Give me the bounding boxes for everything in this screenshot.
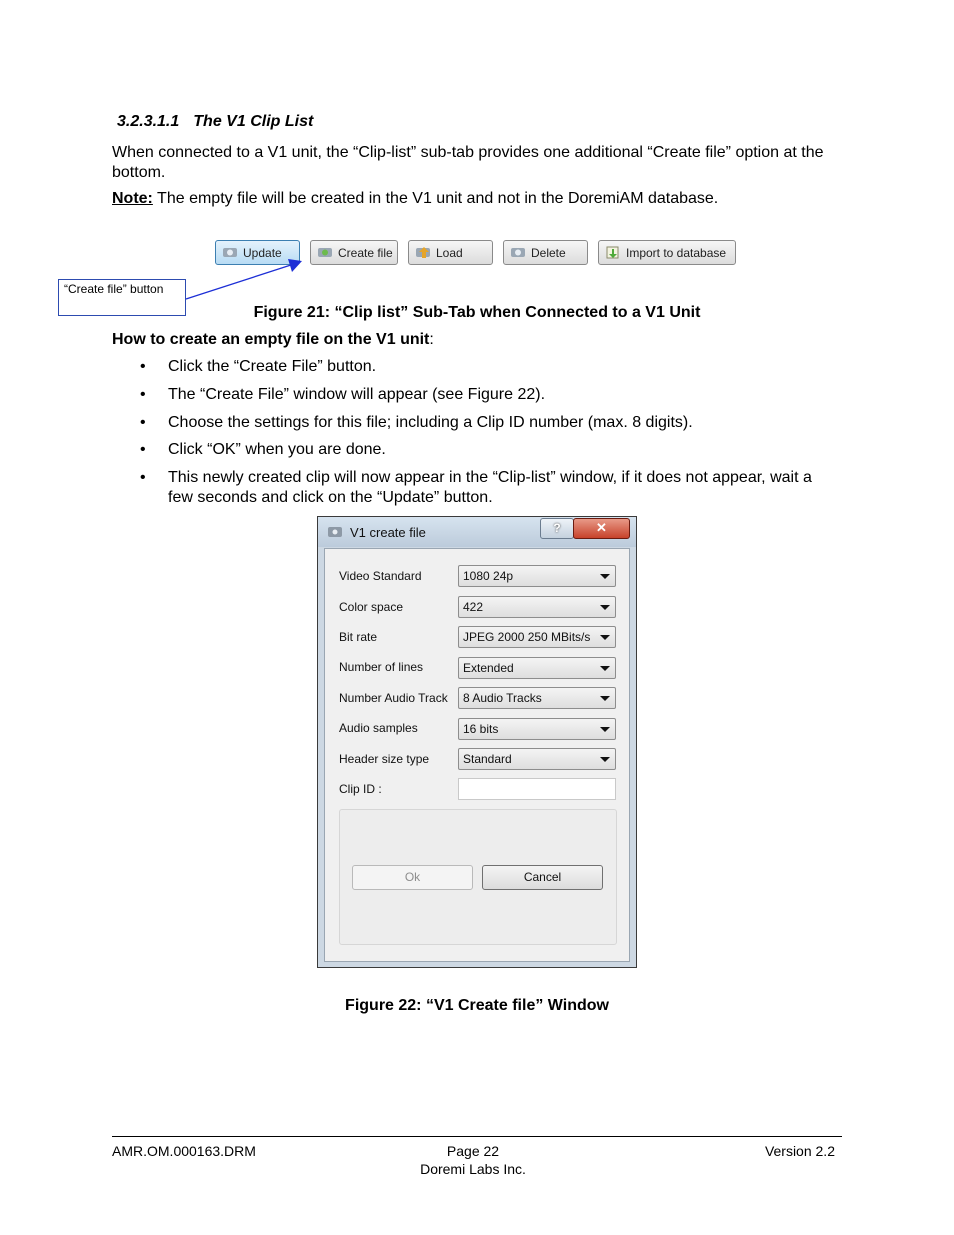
v1-create-file-dialog [317,516,637,968]
list-item [140,468,820,508]
video-standard-value: 1080 24p [463,569,514,583]
step-text: This newly created clip will now appear in the “Clip-list” window, if it does not appear, wait a few seconds and click on the “Update” button. [168,469,812,506]
howto-title: How to create an empty file on the V1 unit [112,331,430,348]
header-size-type-label: Header size type [339,752,430,766]
app-icon [328,526,342,538]
note-paragraph [112,189,842,209]
cancel-button[interactable]: Cancel [482,865,603,890]
video-standard-select[interactable] [458,565,616,587]
chevron-down-icon [600,757,610,762]
dialog-body [324,548,630,962]
delete-button[interactable] [503,240,588,265]
audio-samples-label: Audio samples [339,721,418,735]
import-to-database-button[interactable] [598,240,736,265]
step-text: Click the “Create File” button. [168,358,377,375]
color-space-label: Color space [339,600,404,614]
footer-company: Doremi Labs Inc. [420,1161,526,1177]
color-space-select[interactable] [458,596,616,618]
header-size-type-value: Standard [463,752,512,766]
import-label: Import to database [626,245,727,260]
bullet: • [140,358,146,375]
ok-button[interactable]: Ok [352,865,473,890]
create-file-label: Create file [338,245,393,260]
import-icon [605,246,621,259]
footer-page: Page 22 [446,1143,500,1159]
figure-22-caption: Figure 22: “V1 Create file” Window [345,997,609,1014]
step-text: Click “OK” when you are done. [168,441,386,458]
number-of-lines-select[interactable] [458,657,616,679]
bullet: • [140,386,146,403]
audio-samples-select[interactable] [458,718,616,740]
bit-rate-value: JPEG 2000 250 MBits/s [463,630,591,644]
list-item [140,413,840,433]
video-standard-label: Video Standard [339,569,422,583]
load-label: Load [436,245,463,260]
color-space-value: 422 [463,600,484,614]
howto-heading [112,330,842,350]
footer-doc-id: AMR.OM.000163.DRM [112,1143,256,1159]
number-audio-track-label: Number Audio Track [339,691,448,705]
help-button[interactable]: ? [540,518,574,539]
footer-divider [112,1136,842,1137]
section-number: 3.2.3.1.1 [117,113,180,130]
dialog-titlebar [318,517,636,547]
button-group [339,809,617,945]
step-text: Choose the settings for this file; including a Clip ID number (max. 8 digits). [168,414,693,431]
chevron-down-icon [600,727,610,732]
chevron-down-icon [600,574,610,579]
section-heading [117,113,313,131]
bullet: • [140,414,146,431]
update-label: Update [243,245,282,260]
figure-21-caption: Figure 21: “Clip list” Sub-Tab when Connected to a V1 Unit [253,304,701,321]
audio-samples-value: 16 bits [463,722,499,736]
number-audio-track-select[interactable] [458,687,616,709]
create-file-button[interactable] [310,240,398,265]
bullet: • [140,469,146,486]
bit-rate-label: Bit rate [339,630,378,644]
delete-icon [510,246,526,259]
load-icon [415,246,431,259]
intro-paragraph: When connected to a V1 unit, the “Clip-list” sub-tab provides one additional “Create file” option at the bottom. [112,144,824,181]
chevron-down-icon [600,635,610,640]
number-of-lines-label: Number of lines [339,660,424,674]
list-item [140,385,840,405]
close-button[interactable]: ✕ [573,518,630,539]
chevron-down-icon [600,696,610,701]
delete-label: Delete [531,245,566,260]
callout-arrow-icon [180,255,320,305]
clip-id-label: Clip ID : [339,782,382,796]
footer-version: Version 2.2 [764,1143,835,1159]
bit-rate-select[interactable] [458,626,616,648]
create-file-callout: “Create file” button [58,279,186,316]
note-text: The empty file will be created in the V1 unit and not in the DoremiAM database. [152,190,719,207]
chevron-down-icon [600,666,610,671]
list-item [140,440,840,460]
section-title: The V1 Clip List [193,113,314,130]
load-button[interactable] [408,240,493,265]
note-label: Note: [112,190,153,207]
header-size-type-select[interactable] [458,748,616,770]
howto-colon: : [429,331,434,348]
bullet: • [140,441,146,458]
number-of-lines-value: Extended [463,661,514,675]
chevron-down-icon [600,605,610,610]
dialog-title: V1 create file [350,525,426,540]
clip-id-input[interactable] [458,778,616,800]
list-item [140,357,840,377]
number-audio-track-value: 8 Audio Tracks [463,691,542,705]
step-text: The “Create File” window will appear (see Figure 22). [168,386,546,403]
